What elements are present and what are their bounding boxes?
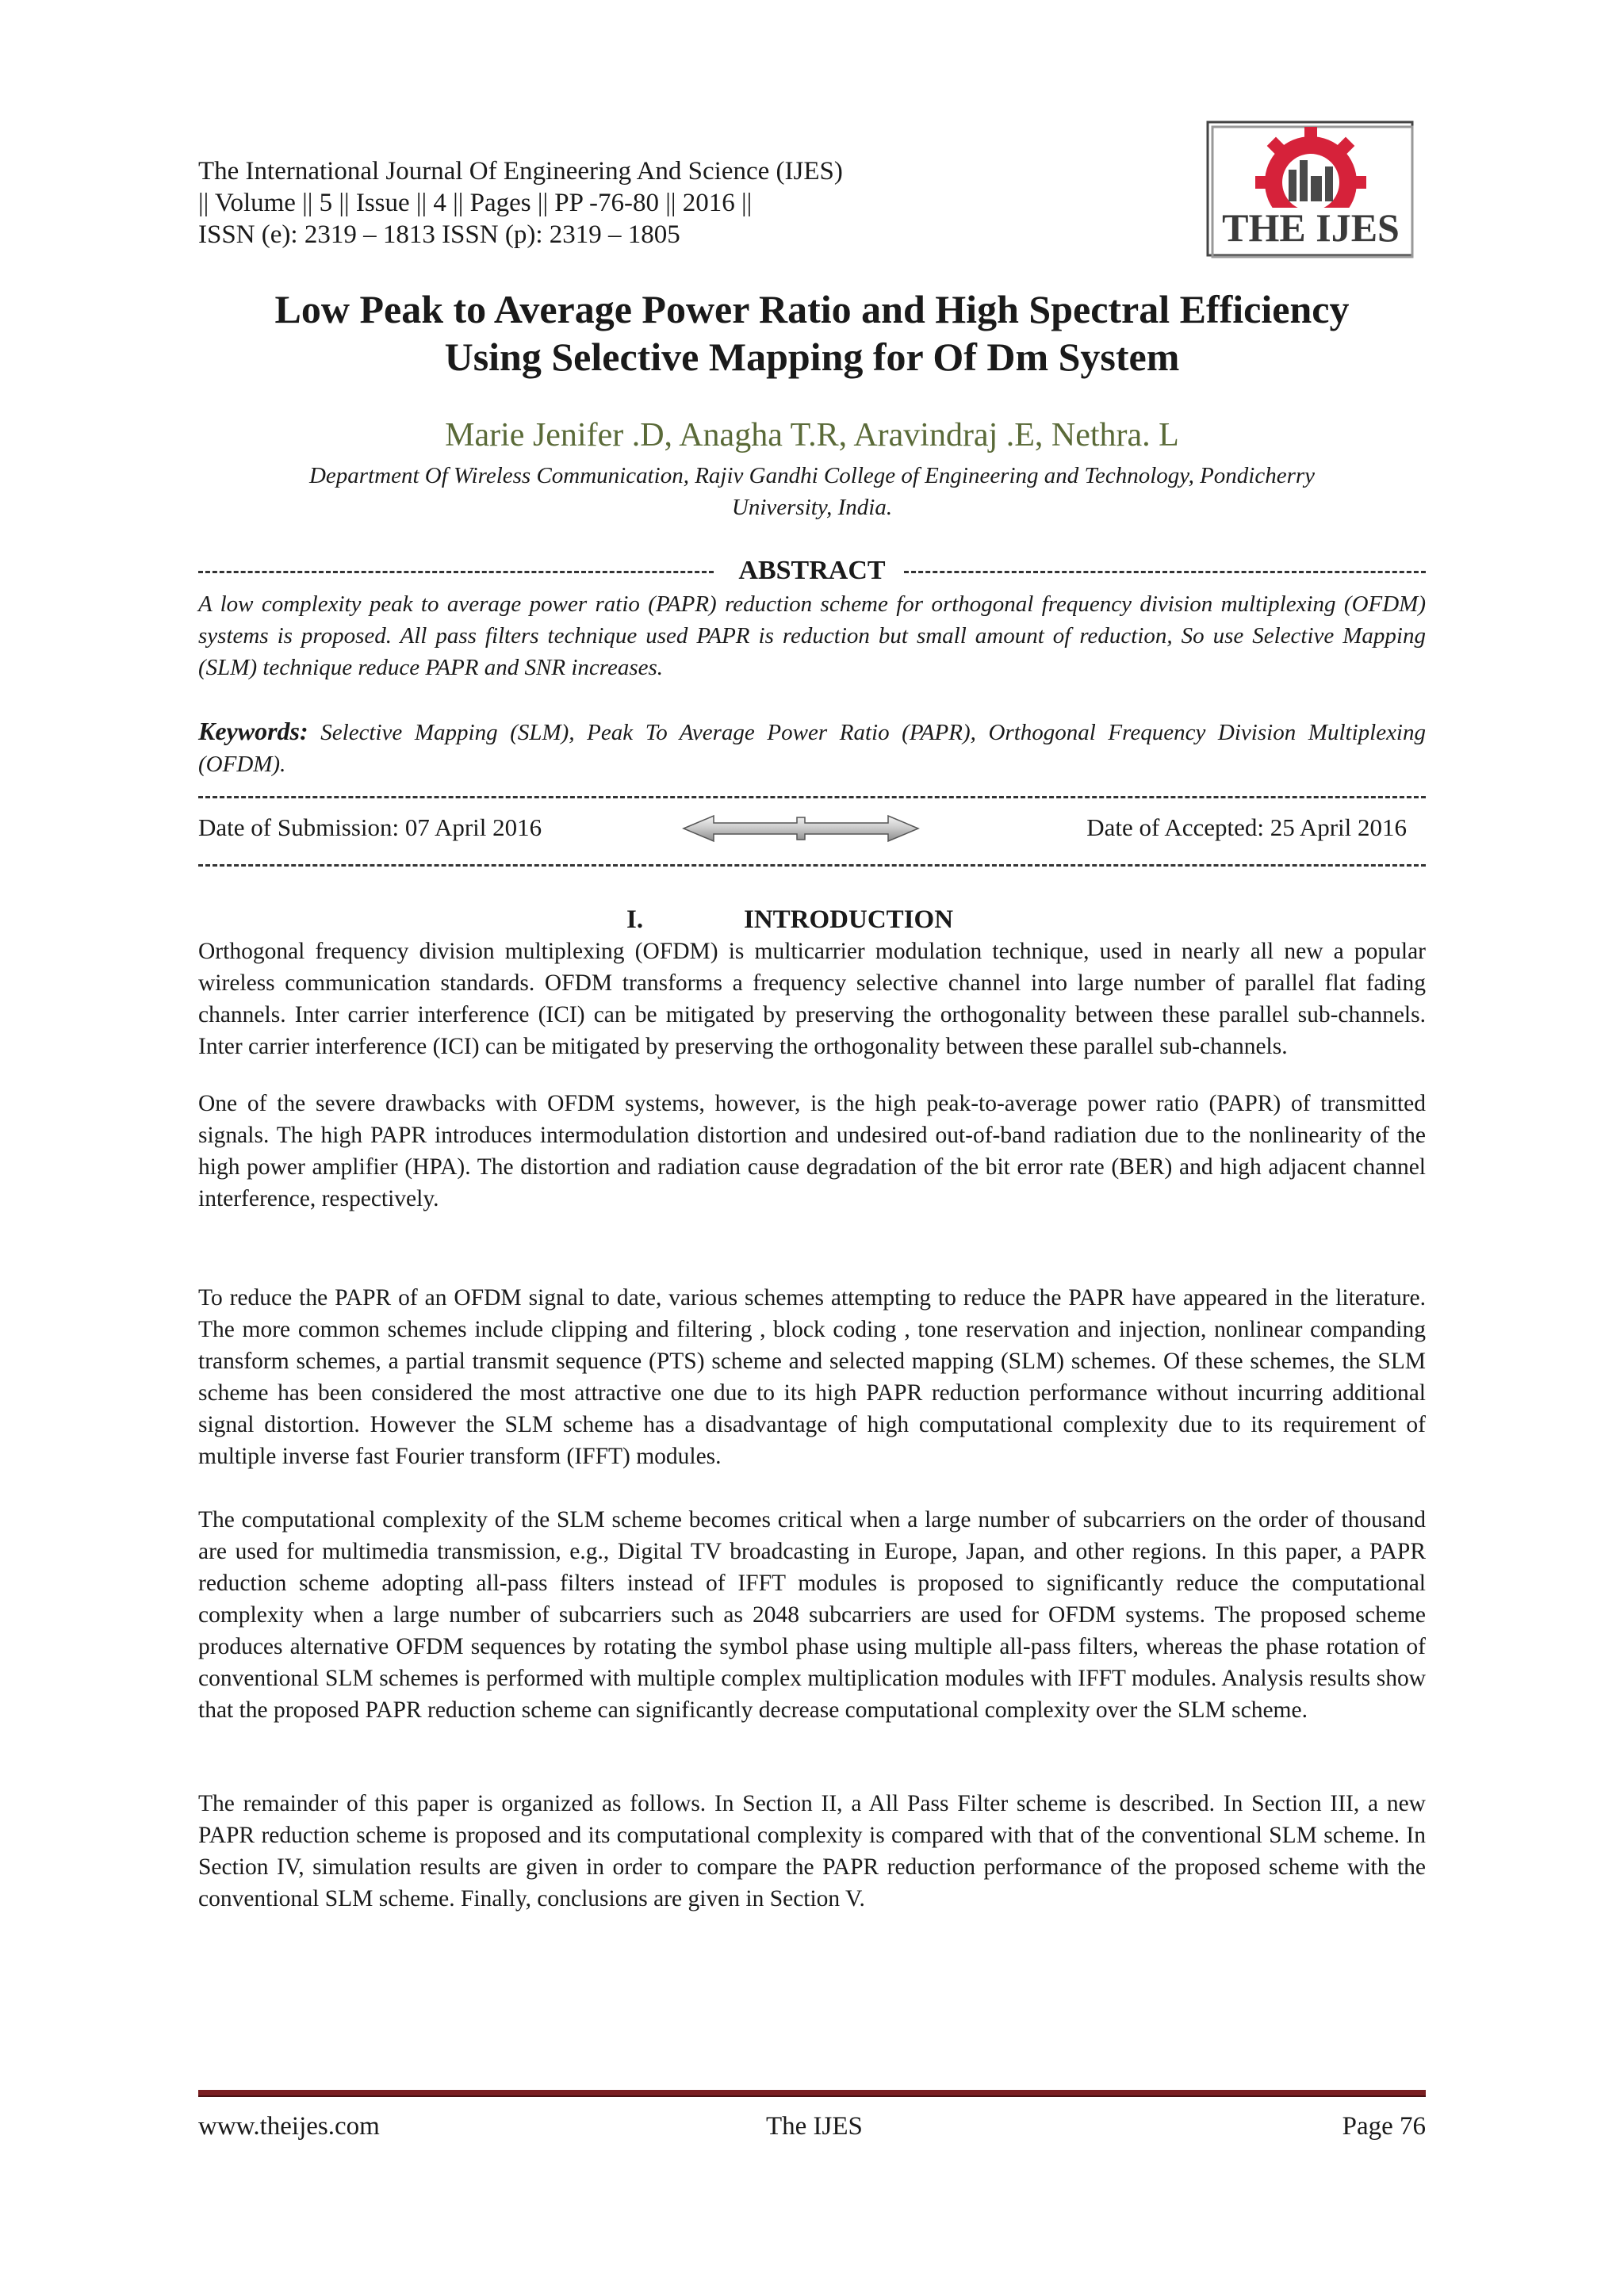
- abstract-heading-row: [198, 553, 1426, 588]
- keywords-text: Selective Mapping (SLM), Peak To Average Power Ratio (PAPR), Orthogonal Frequency Division Multiplexing (OFDM).: [198, 720, 1426, 777]
- gear-factory-logo-icon: [1206, 121, 1416, 258]
- body-paragraph: The remainder of this paper is organized as follows. In Section II, a All Pass Filter scheme is described. In Section III, a new PAPR reduction scheme is proposed and its computational complexity is compared with that of the conventional SLM scheme. In Section IV, simulation results are given in order to compare the PAPR reduction performance of the proposed scheme with the conventional SLM scheme. Finally, conclusions are given in Section V.: [198, 1791, 1426, 1911]
- affiliation: [198, 460, 1426, 523]
- affiliation-line-2: University, India.: [731, 495, 893, 520]
- affiliation-line-1: Department Of Wireless Communication, Rajiv Gandhi College of Engineering and Technology, Pondicherry: [308, 463, 1316, 488]
- body-paragraph: To reduce the PAPR of an OFDM signal to date, various schemes attempting to reduce the PAPR have appeared in the literature. The more common schemes include clipping and filtering , block coding , tone reservation and injection, nonlinear companding transform schemes, a partial transmit sequence (PTS) scheme and selected mapping (SLM) schemes. Of these schemes, the SLM scheme has been considered the most attractive one due to its high PAPR reduction performance without incurring additional signal distortion. However the SLM scheme has a disadvantage of high computational complexity due to its requirement of multiple inverse fast Fourier transform (IFFT) modules.: [198, 1285, 1426, 1469]
- footer-journal: The IJES: [766, 2112, 863, 2141]
- body-paragraph: Orthogonal frequency division multiplexing (OFDM) is multicarrier modulation technique, used in nearly all new a popular wireless communication standards. OFDM transforms a frequency selective channel into large number of parallel flat fading channels. Inter carrier interference (ICI) can be mitigated by preserving the orthogonality between these parallel sub-channels. Inter carrier interference (ICI) can be mitigated by preserving the orthogonality between these parallel sub-channels.: [198, 939, 1426, 1059]
- logo-text: THE IJES: [1222, 205, 1400, 250]
- author-list: Marie Jenifer .D, Anagha T.R, Aravindraj .E, Nethra. L: [445, 417, 1179, 453]
- section-number: I.: [626, 905, 644, 934]
- keywords: [198, 715, 1426, 780]
- paper-title-line-2: Using Selective Mapping for Of Dm System: [444, 335, 1180, 379]
- dashed-divider: [198, 796, 1426, 798]
- section-title: INTRODUCTION: [744, 905, 954, 934]
- double-arrow-icon: [682, 813, 920, 844]
- paper-title: [119, 285, 1505, 381]
- journal-logo: [1206, 121, 1416, 258]
- journal-issn: ISSN (e): 2319 – 1813 ISSN (p): 2319 – 1805: [198, 220, 680, 249]
- journal-volume-info: || Volume || 5 || Issue || 4 || Pages || PP -76-80 || 2016 ||: [198, 189, 753, 217]
- paper-title-line-1: Low Peak to Average Power Ratio and High Spectral Efficiency: [274, 287, 1350, 331]
- keywords-label: Keywords:: [198, 717, 308, 745]
- journal-name: The International Journal Of Engineering And Science (IJES): [198, 157, 843, 186]
- body-paragraph: One of the severe drawbacks with OFDM systems, however, is the high peak-to-average power ratio (PAPR) of transmitted signals. The high PAPR introduces intermodulation distortion and undesired out-of-band radiation due to the nonlinearity of the high power amplifier (HPA). The distortion and radiation cause degradation of the bit error rate (BER) and high adjacent channel interference, respectively.: [198, 1091, 1426, 1211]
- journal-header: [198, 155, 843, 251]
- dashed-divider: [198, 864, 1426, 867]
- page-footer: [198, 2109, 1426, 2144]
- dates-row: [198, 810, 1407, 845]
- abstract-text: A low complexity peak to average power ratio (PAPR) reduction scheme for orthogonal frequency division multiplexing (OFDM) systems is proposed. All pass filters technique used PAPR is reduction but small amount of reduction, So use Selective Mapping (SLM) technique reduce PAPR and SNR increases.: [198, 591, 1426, 680]
- page-number: Page 76: [1342, 2112, 1426, 2141]
- abstract-heading: ABSTRACT: [738, 556, 886, 585]
- submission-date: Date of Submission: 07 April 2016: [198, 813, 542, 841]
- footer-website: www.theijes.com: [198, 2112, 380, 2141]
- body-paragraph: The computational complexity of the SLM scheme becomes critical when a large number of subcarriers on the order of thousand are used for multimedia transmission, e.g., Digital TV broadcasting in Europe, Japan, and other regions. In this paper, a PAPR reduction scheme adopting all-pass filters instead of IFFT modules is proposed to significantly reduce the computational complexity when a large number of subcarriers such as 2048 subcarriers are used for OFDM systems. The proposed scheme produces alternative OFDM sequences by rotating the symbol phase using multiple all-pass filters, whereas the phase rotation of conventional SLM schemes is performed with multiple complex multiplication modules with IFFT modules. Analysis results show that the proposed PAPR reduction scheme can significantly decrease computational complexity over the SLM scheme.: [198, 1507, 1426, 1723]
- accepted-date: Date of Accepted: 25 April 2016: [1086, 813, 1407, 841]
- footer-rule: [198, 2090, 1426, 2097]
